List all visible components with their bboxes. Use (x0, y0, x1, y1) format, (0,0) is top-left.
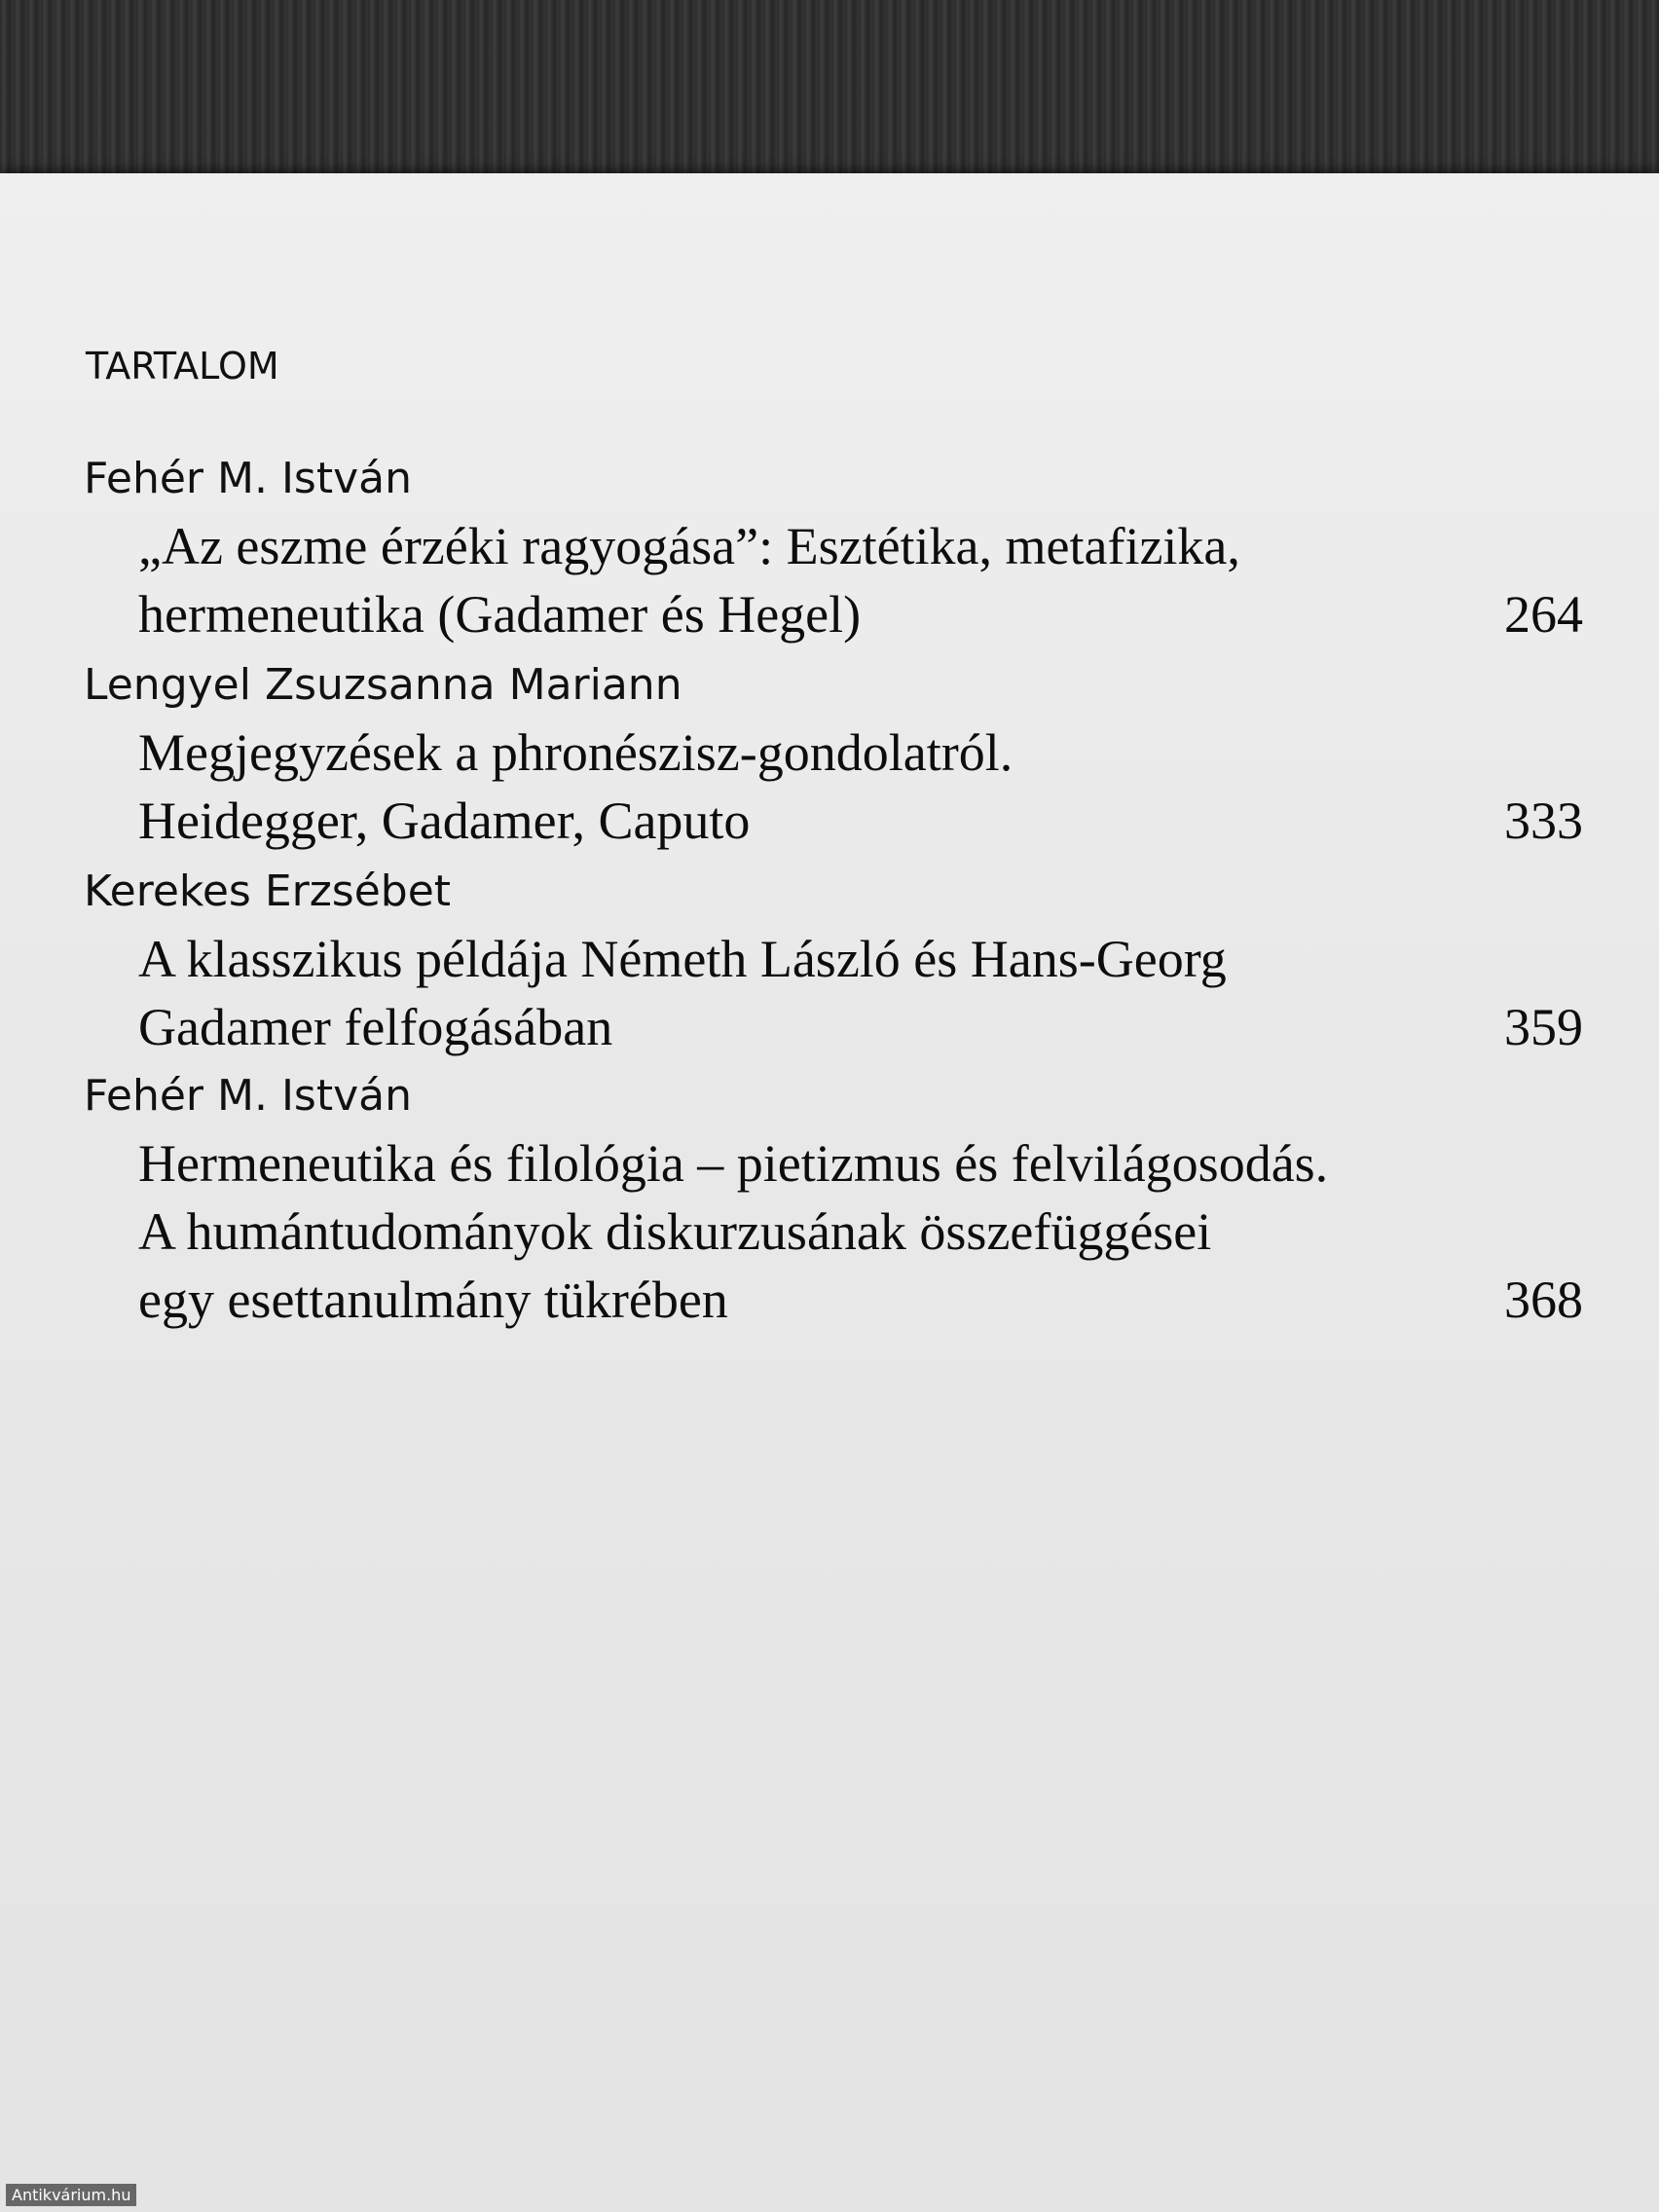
toc-title-line: Megjegyzések a phronészisz-gondolatról. (138, 723, 1014, 782)
toc-title-line: A humántudományok diskurzusának összefüggései (138, 1202, 1212, 1261)
toc-title-line: Hermeneutika és filológia – pietizmus és felvilágosodás. (138, 1134, 1329, 1193)
toc-page-number: 368 (1504, 1271, 1583, 1329)
book-page (0, 173, 1659, 2212)
toc-page-number: 333 (1504, 792, 1583, 850)
toc-entry (84, 446, 1583, 648)
toc-title-text: hermeneutika (Gadamer és Hegel) (138, 585, 862, 644)
toc-title-text: egy esettanulmány tükrében (138, 1271, 728, 1329)
toc-title-line (84, 1266, 1583, 1334)
toc-title-text: Heidegger, Gadamer, Caputo (138, 792, 751, 850)
toc-title-line (84, 580, 1583, 648)
toc-title-line (84, 993, 1583, 1061)
toc-entry (84, 652, 1583, 855)
page-header: TARTALOM (86, 345, 279, 387)
toc-author: Fehér M. István (84, 1071, 412, 1121)
toc-author: Kerekes Erzsébet (84, 866, 452, 916)
toc-title-line: A klasszikus példája Németh László és Hans-Georg (138, 930, 1227, 988)
toc-entry (84, 859, 1583, 1061)
toc-title-line: „Az eszme érzéki ragyogása”: Esztétika, metafizika, (138, 517, 1240, 575)
background-dark-surface (0, 0, 1659, 185)
watermark: Antikvárium.hu (6, 2184, 136, 2206)
toc-author: Lengyel Zsuzsanna Mariann (84, 660, 682, 710)
toc-title-text: Gadamer felfogásában (138, 998, 613, 1056)
toc-title-line (84, 787, 1583, 855)
toc-page-number: 264 (1504, 585, 1583, 644)
toc-author: Fehér M. István (84, 454, 412, 503)
toc-entry (84, 1063, 1583, 1334)
toc-page-number: 359 (1504, 998, 1583, 1056)
